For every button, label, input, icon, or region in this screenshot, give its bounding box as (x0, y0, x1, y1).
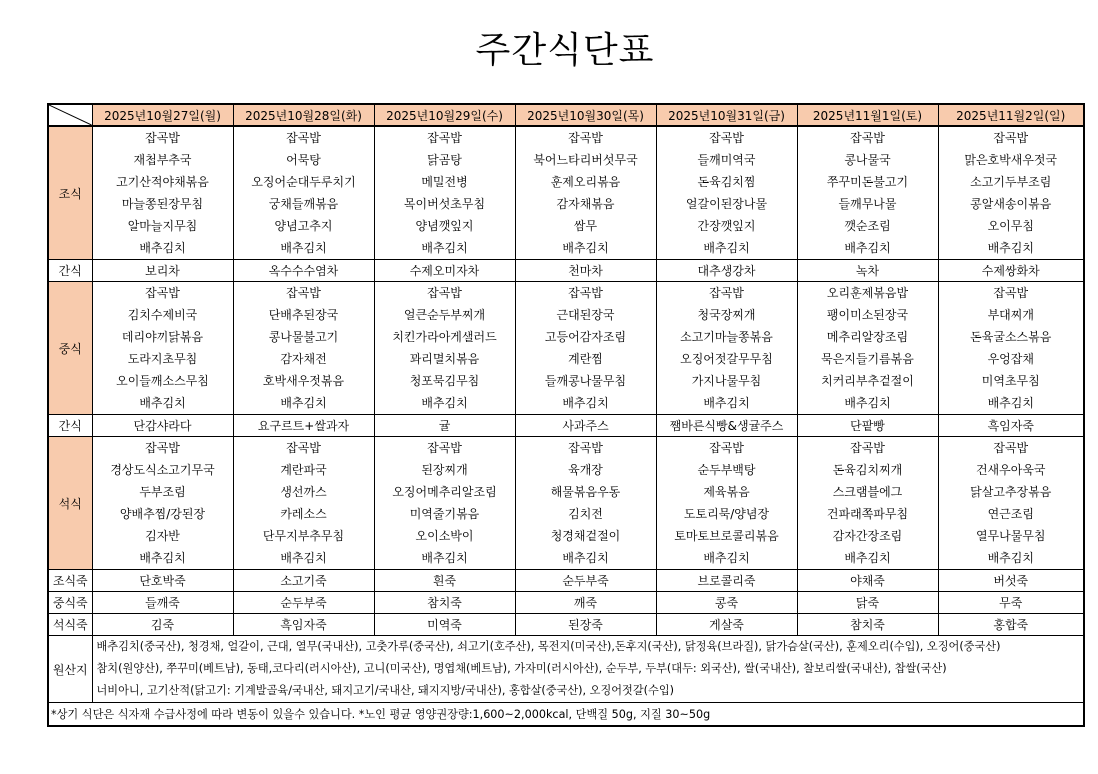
menu-item: 토마토브로콜리볶음 (674, 529, 779, 543)
menu-item: 쭈꾸미돈불고기 (826, 175, 909, 189)
menu-item: 북어느타리버섯무국 (533, 153, 638, 167)
meal-label-porridge: 조식죽 (48, 570, 92, 592)
menu-item: 잡곡밥 (427, 286, 462, 300)
snack-cell: 옥수수수염차 (233, 260, 374, 282)
date-header: 2025년10월28일(화) (233, 104, 374, 126)
origin-line: 참치(원양산), 쭈꾸미(베트남), 동태,코다리(러시아산), 고니(미국산), 명엽채(베트남), 가자미(러시아산), 순두부, 두부(대두: 외국산), 쌀(국내산), 찰보리쌀(국내산), 찹쌀(국산) (96, 662, 947, 675)
menu-item: 배추김치 (987, 241, 1034, 255)
menu-item: 오징어젓갈무무침 (680, 352, 773, 366)
dinner-cell (233, 437, 374, 570)
menu-item: 마늘쫑된장무침 (121, 197, 204, 211)
menu-item: 잡곡밥 (709, 441, 744, 455)
origin-row (48, 636, 1084, 703)
menu-item: 쌈무 (573, 219, 598, 233)
menu-item: 어묵탕 (286, 153, 321, 167)
menu-item: 배추김치 (844, 396, 891, 410)
menu-item: 감자채전 (280, 352, 327, 366)
porridge-cell: 흑임자죽 (233, 614, 374, 636)
menu-item: 돈육김치찌개 (832, 463, 903, 477)
breakfast-cell (938, 126, 1084, 260)
breakfast-row (48, 126, 1084, 260)
menu-item: 배추김치 (139, 551, 186, 565)
menu-item: 배추김치 (844, 551, 891, 565)
menu-item: 청국장찌개 (697, 308, 756, 322)
porridge-cell: 들깨죽 (92, 592, 233, 614)
meal-label-snack: 간식 (48, 260, 92, 282)
breakfast-cell (515, 126, 656, 260)
menu-item: 배추김치 (280, 551, 327, 565)
menu-item: 닭살고추장볶음 (970, 485, 1052, 499)
menu-item: 맑은호박새우젓국 (964, 153, 1058, 167)
breakfast-cell (797, 126, 938, 260)
menu-item: 건파래쪽파무침 (826, 507, 909, 521)
menu-item: 메밀전병 (421, 175, 468, 189)
porridge-cell: 홍합죽 (938, 614, 1084, 636)
menu-item: 잡곡밥 (568, 286, 603, 300)
menu-item: 김자반 (145, 529, 180, 543)
menu-item: 카레소스 (280, 507, 327, 521)
snack-cell: 보리차 (92, 260, 233, 282)
menu-item: 배추김치 (139, 396, 186, 410)
menu-item: 잡곡밥 (568, 131, 603, 145)
porridge-cell: 소고기죽 (233, 570, 374, 592)
dinner-cell (797, 437, 938, 570)
corner-cell (48, 104, 92, 126)
notice-row (48, 703, 1084, 727)
menu-item: 청포묵김무침 (409, 374, 480, 388)
menu-item: 배추김치 (703, 241, 750, 255)
snack-cell: 천마차 (515, 260, 656, 282)
porridge-cell: 참치죽 (374, 592, 515, 614)
menu-item: 묵은지들기름볶음 (821, 352, 914, 366)
menu-item: 고등어감자조림 (544, 330, 627, 344)
menu-item: 잡곡밥 (709, 131, 744, 145)
date-header: 2025년11월2일(일) (938, 104, 1084, 126)
menu-item: 얼갈이된장나물 (685, 197, 768, 211)
menu-item: 청경채겉절이 (550, 529, 621, 543)
origin-label: 원산지 (48, 636, 92, 703)
menu-item: 잡곡밥 (145, 441, 180, 455)
snack-cell: 귤 (374, 415, 515, 437)
porridge-cell: 깨죽 (515, 592, 656, 614)
menu-item: 잡곡밥 (993, 131, 1029, 145)
menu-item: 건새우아욱국 (975, 463, 1046, 477)
menu-item: 잡곡밥 (993, 441, 1029, 455)
menu-item: 오징어순대두루치기 (251, 175, 356, 189)
date-header: 2025년10월30일(목) (515, 104, 656, 126)
menu-item: 치킨가라아게샐러드 (392, 330, 497, 344)
menu-item: 부대찌개 (987, 308, 1034, 322)
meal-label-snack: 간식 (48, 415, 92, 437)
menu-item: 단무지부추무침 (262, 529, 345, 543)
menu-item: 들깨미역국 (697, 153, 756, 167)
menu-item: 배추김치 (421, 396, 468, 410)
menu-item: 꽈리멸치볶음 (409, 352, 480, 366)
menu-item: 오리훈제볶음밥 (826, 286, 909, 300)
menu-item: 미역줄기볶음 (409, 507, 480, 521)
date-header: 2025년11월1일(토) (797, 104, 938, 126)
menu-item: 우엉잡채 (987, 352, 1034, 366)
menu-item: 치커리부추겉절이 (821, 374, 914, 388)
porridge-cell: 참치죽 (797, 614, 938, 636)
menu-item: 오이들깨소스무침 (116, 374, 209, 388)
menu-item: 열무나물무침 (975, 529, 1046, 543)
menu-item: 경상도식소고기무국 (110, 463, 215, 477)
weekly-menu-table (47, 103, 1085, 727)
snack-cell: 수제오미자차 (374, 260, 515, 282)
porridge-cell: 단호박죽 (92, 570, 233, 592)
dinner-cell (515, 437, 656, 570)
porridge-cell: 김죽 (92, 614, 233, 636)
menu-item: 가지나물무침 (691, 374, 762, 388)
snack-cell: 수제쌍화차 (938, 260, 1084, 282)
menu-item: 배추김치 (421, 551, 468, 565)
breakfast-cell (233, 126, 374, 260)
menu-item: 소고기마늘쫑볶음 (680, 330, 773, 344)
menu-item: 알마늘지무침 (127, 219, 198, 233)
date-header: 2025년10월27일(월) (92, 104, 233, 126)
menu-item: 생선까스 (280, 485, 327, 499)
origin-line: 배추김치(중국산), 청경채, 얼갈이, 근대, 열무(국내산), 고춧가루(중국산), 쇠고기(호주산), 목전지(미국산),돈후지(국산), 닭정육(브라질), 닭가슴살(국산), 훈제오리(수입), 오징어(중국산) (96, 640, 1001, 653)
menu-item: 돈육김치찜 (697, 175, 756, 189)
menu-item: 콩알새송이볶음 (970, 197, 1052, 211)
snack-cell: 녹차 (797, 260, 938, 282)
diagonal-line (49, 105, 92, 125)
menu-item: 된장찌개 (421, 463, 468, 477)
lunch-cell (233, 282, 374, 415)
dinner-cell (656, 437, 797, 570)
menu-item: 양념깻잎지 (415, 219, 474, 233)
porridge-row (48, 592, 1084, 614)
menu-item: 닭곰탕 (427, 153, 462, 167)
menu-item: 배추김치 (987, 551, 1034, 565)
menu-item: 미역초무침 (981, 374, 1040, 388)
menu-item: 잡곡밥 (286, 286, 321, 300)
snack-cell: 사과주스 (515, 415, 656, 437)
breakfast-cell (92, 126, 233, 260)
menu-item: 배추김치 (703, 396, 750, 410)
porridge-cell: 순두부죽 (515, 570, 656, 592)
porridge-cell: 미역죽 (374, 614, 515, 636)
snack-cell: 흑임자죽 (938, 415, 1084, 437)
menu-item: 배추김치 (562, 241, 609, 255)
porridge-cell: 닭죽 (797, 592, 938, 614)
menu-item: 얼큰순두부찌개 (403, 308, 486, 322)
menu-item: 오이무침 (987, 219, 1034, 233)
menu-item: 계란찜 (568, 352, 603, 366)
lunch-cell (374, 282, 515, 415)
menu-item: 제육볶음 (703, 485, 750, 499)
menu-item: 들깨무나물 (838, 197, 897, 211)
menu-item: 잡곡밥 (145, 131, 180, 145)
menu-item: 배추김치 (139, 241, 186, 255)
dinner-row (48, 437, 1084, 570)
menu-item: 도토리묵/양념장 (683, 507, 770, 521)
menu-item: 배추김치 (421, 241, 468, 255)
menu-item: 육개장 (568, 463, 603, 477)
snack1-row (48, 260, 1084, 282)
porridge-row (48, 570, 1084, 592)
snack-cell: 대추생강차 (656, 260, 797, 282)
menu-item: 도라지초무침 (127, 352, 198, 366)
menu-item: 들깨콩나물무침 (544, 374, 627, 388)
menu-item: 고기산적야채볶음 (116, 175, 209, 189)
menu-item: 김치전 (568, 507, 603, 521)
notice-text: *상기 식단은 식자재 수급사정에 따라 변동이 있을수 있습니다. *노인 평균 영양권장량:1,600~2,000kcal, 단백질 50g, 지질 30~50g (48, 703, 1084, 727)
porridge-cell: 브로콜리죽 (656, 570, 797, 592)
menu-item: 배추김치 (703, 551, 750, 565)
menu-item: 스크램블에그 (832, 485, 903, 499)
menu-item: 재첩부추국 (133, 153, 192, 167)
porridge-cell: 순두부죽 (233, 592, 374, 614)
date-header: 2025년10월29일(수) (374, 104, 515, 126)
menu-item: 연근조림 (987, 507, 1034, 521)
lunch-cell (515, 282, 656, 415)
menu-item: 팽이미소된장국 (826, 308, 909, 322)
menu-item: 콩나물불고기 (268, 330, 339, 344)
menu-item: 잡곡밥 (286, 131, 321, 145)
menu-item: 배추김치 (562, 396, 609, 410)
lunch-row (48, 282, 1084, 415)
menu-item: 잡곡밥 (427, 131, 462, 145)
menu-item: 잡곡밥 (568, 441, 603, 455)
snack-cell: 단팥빵 (797, 415, 938, 437)
porridge-cell: 무죽 (938, 592, 1084, 614)
menu-item: 배추김치 (844, 241, 891, 255)
menu-item: 감자채볶음 (556, 197, 615, 211)
date-header-row (48, 104, 1084, 126)
snack2-row (48, 415, 1084, 437)
menu-item: 배추김치 (562, 551, 609, 565)
breakfast-cell (374, 126, 515, 260)
menu-item: 콩나물국 (844, 153, 891, 167)
menu-item: 순두부백탕 (697, 463, 756, 477)
menu-item: 궁채들깨볶음 (268, 197, 339, 211)
menu-item: 잡곡밥 (850, 131, 885, 145)
menu-item: 훈제오리볶음 (550, 175, 621, 189)
porridge-cell: 된장죽 (515, 614, 656, 636)
porridge-cell: 게살죽 (656, 614, 797, 636)
menu-item: 감자간장조림 (832, 529, 903, 543)
lunch-cell (938, 282, 1084, 415)
lunch-cell (656, 282, 797, 415)
origin-text (92, 636, 1084, 703)
dinner-cell (374, 437, 515, 570)
menu-item: 단배추된장국 (268, 308, 339, 322)
menu-item: 양배추찜/강된장 (119, 507, 206, 521)
menu-item: 잡곡밥 (427, 441, 462, 455)
menu-item: 데리야끼닭볶음 (121, 330, 204, 344)
meal-label-dinner: 석식 (48, 437, 92, 570)
snack-cell: 단감샤라다 (92, 415, 233, 437)
meal-label-lunch: 중식 (48, 282, 92, 415)
menu-item: 두부조림 (139, 485, 186, 499)
menu-item: 근대된장국 (556, 308, 615, 322)
menu-item: 오징어메추리알조림 (392, 485, 497, 499)
menu-item: 오이소박이 (415, 529, 474, 543)
lunch-cell (797, 282, 938, 415)
date-header: 2025년10월31일(금) (656, 104, 797, 126)
breakfast-cell (656, 126, 797, 260)
menu-item: 목이버섯초무침 (403, 197, 486, 211)
snack-cell: 요구르트+쌀과자 (233, 415, 374, 437)
menu-item: 잡곡밥 (850, 441, 885, 455)
meal-label-breakfast: 조식 (48, 126, 92, 260)
menu-item: 계란파국 (280, 463, 327, 477)
porridge-cell: 흰죽 (374, 570, 515, 592)
menu-item: 소고기두부조림 (970, 175, 1052, 189)
menu-item: 배추김치 (280, 241, 327, 255)
meal-label-porridge: 석식죽 (48, 614, 92, 636)
menu-item: 깻순조림 (844, 219, 891, 233)
menu-item: 잡곡밥 (286, 441, 321, 455)
menu-item: 간장깻잎지 (697, 219, 756, 233)
porridge-cell: 야채죽 (797, 570, 938, 592)
dinner-cell (92, 437, 233, 570)
origin-line: 너비아니, 고기산적(닭고기: 기계발골육/국내산, 돼지고기/국내산, 돼지지방/국내산), 홍합살(중국산), 오징어젓갈(수입) (96, 684, 675, 697)
menu-item: 양념고추지 (274, 219, 333, 233)
porridge-cell: 버섯죽 (938, 570, 1084, 592)
menu-item: 메추리알장조림 (826, 330, 909, 344)
menu-item: 잡곡밥 (145, 286, 180, 300)
menu-item: 배추김치 (280, 396, 327, 410)
page-title: 주간식단표 (475, 30, 655, 71)
menu-item: 배추김치 (987, 396, 1034, 410)
menu-item: 해물볶음우동 (550, 485, 621, 499)
menu-item: 잡곡밥 (993, 286, 1029, 300)
menu-item: 돈육굴소스볶음 (970, 330, 1052, 344)
menu-item: 잡곡밥 (709, 286, 744, 300)
meal-label-porridge: 중식죽 (48, 592, 92, 614)
porridge-row (48, 614, 1084, 636)
dinner-cell (938, 437, 1084, 570)
porridge-cell: 콩죽 (656, 592, 797, 614)
menu-item: 호박새우젓볶음 (262, 374, 345, 388)
snack-cell: 쨈바른식빵&생귤주스 (656, 415, 797, 437)
lunch-cell (92, 282, 233, 415)
menu-item: 김치수제비국 (127, 308, 198, 322)
